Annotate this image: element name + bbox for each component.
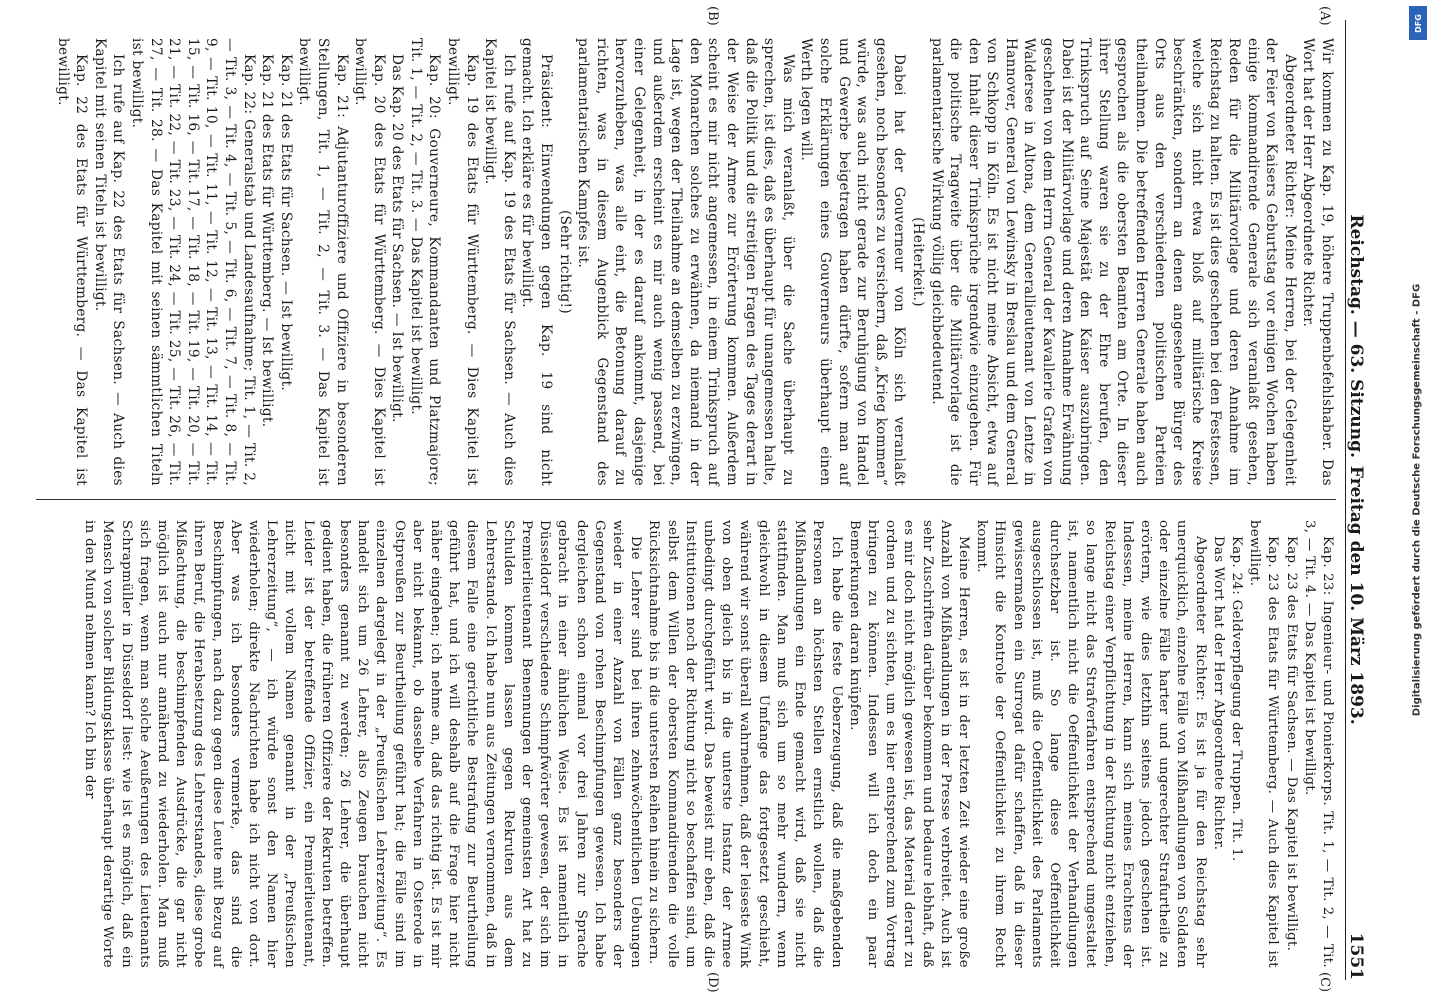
- paragraph: Kap. 23: Ingenieur- und Pionierkorps. Tit. 1, — Tit. 2, — Tit. 3, — Tit. 4. — Das Kapitel ist bewilligt.: [1301, 520, 1335, 968]
- paragraph: Kap. 22: Generalstab und Landesaufnahme; Tit. 1, — Tit. 2, — Tit. 3, — Tit. 4, — Tit. 5, — Tit. 6, — Tit. 7, — Tit. 8, — Tit. 9, — Tit. 10, — Tit. 11, — Tit. 12, — Tit. 13, — Tit. 14, — Tit. 15, — Tit. 16, — Tit. 17, — Tit. 18, — Tit. 19, — Tit. 20, — Tit. 21, — Tit. 22, — Tit. 23, — Tit. 24, — Tit. 25, — Tit. 26, — Tit. 27, — Tit. 28. — Das Kapitel mit seinen sämmtlichen Titeln ist bewilligt.: [129, 38, 257, 486]
- paragraph: Meine Herren, es ist in der letzten Zeit wieder eine große Anzahl von Mißhandlungen in der Presse verbreitet. Auch ist sehr Zuschriften darüber bekommen und bedaure lebhaft, daß es mir doch nicht möglich gewesen ist, das Material derart zu ordnen und zu sichten, um es hier entsprechend zum Vortrag bringen zu können. Indessen will ich doch ein paar Bemerkungen daran knüpfen.: [846, 520, 971, 968]
- paragraph: Kap. 19 des Etats für Württemberg. — Dies Kapitel ist bewilligt.: [445, 38, 480, 486]
- margin-mark-c: (C): [1317, 972, 1332, 993]
- paragraph: Wir kommen zu Kap. 19, höhere Truppenbefehlshaber. Das Wort hat der Herr Abgeordnete Richter.: [1300, 38, 1335, 486]
- header-session: Reichstag. — 63. Sitzung.: [1346, 214, 1366, 458]
- header-date: Freitag den 10. März 1893.: [1346, 465, 1366, 725]
- paragraph: Ich rufe auf Kap. 22 des Etats für Sachsen. — Auch dies Kapitel mit seinen Titeln ist bewilligt.: [91, 38, 127, 486]
- margin-mark-b: (B): [705, 6, 720, 26]
- left-column: [53, 38, 1336, 486]
- column-divider: [36, 499, 1336, 500]
- margin-mark-a: (A): [1317, 6, 1332, 26]
- paragraph: Ich rufe auf Kap. 19 des Etats für Sachsen. — Auch dies Kapitel ist bewilligt.: [482, 38, 517, 486]
- paragraph: Was mich veranlaßt, über die Sache überhaupt zu sprechen, ist dies, daß es überhaupt für unangemessen halte, daß die Politik und die streitigen Fragen des Tages derart in der Weise der Armee zur Erörterung kommen. Außerdem scheint es mir nicht angemessen, in einem Trinkspruch auf den Monarchen solches zu erwähnen, da niemand in der Lage ist, wegen der Theilnahme an demselben zu erzwingen, und außerdem erscheint es mir auch wenig passend, bei einer Gelegenheit, in der es darauf ankommt, dasjenige hervorzuheben, was alle eint, die Betonung darauf zu richten, was in diesem Augenblick Gegenstand des parlamentarischen Kampfes ist.: [575, 38, 796, 486]
- paragraph: Kap. 20 des Etats für Württemberg. — Dies Kapitel ist bewilligt.: [352, 38, 387, 486]
- paragraph: Das Kap. 20 des Etats für Sachsen. — Ist bewilligt.: [389, 54, 406, 423]
- digitization-credit: [1404, 0, 1430, 1000]
- paragraph: Abgeordneter Richter: Es ist ja für den Reichstag sehr unerquicklich, einzelne Fälle von Mißhandlungen von Soldaten oder einzelne Fälle harter und ungerechter Strafurtheile zu erörtern, wie dies letzthin seitens jedoch geschehen ist. Indessen, meine Herren, kann sich meines Erachtens der Reichstag einer Verpflichtung in der Richtung nicht entziehen, so lange nicht das Strafverfahren entsprechend umgestaltet ist, namentlich nicht die Oeffentlichkeit der Verhandlungen durchsetzbar ist. So lange diese Oeffentlichkeit ausgeschlossen ist, muß die Oeffentlichkeit des Parlaments gewissermaßen ein Surrogat dafür schaffen, daß in dieser Hinsicht die Kontrole der Oeffentlichkeit zu ihrem Recht kommt.: [974, 520, 1208, 968]
- paragraph: Kap. 21 des Etats für Sachsen. — Ist bewilligt.: [277, 54, 294, 392]
- paragraph: Ich habe die feste Ueberzeugung, daß die maßgebenden Personen an höchsten Stellen ernstlich wollen, daß die Mißhandlungen ein Ende gemacht wird, daß sie nicht stattfinden. Man muß sich um so mehr wundern, wenn gleichwohl in diesem Umfange das fortgesetzt geschieht, während wir sonst überall wahrnehmen, daß der leiseste Wink von oben gleich bis in die unterste Instanz der Armee unbedingt durchgeführt wird. Das beweist mir eben, daß die Institutionen noch der Richtung nicht so beschaffen sind, um selbst dem Willen der obersten Kommandirenden die volle Rücksichtnahme bis in die untersten Reihen hinein zu sichern.: [646, 520, 844, 968]
- margin-mark-d: (D): [705, 972, 720, 993]
- right-column: [80, 520, 1336, 968]
- paragraph: Das Wort hat der Herr Abgeordnete Richter.: [1210, 536, 1226, 851]
- interjection: (Sehr richtig!): [556, 210, 573, 314]
- logo-text: DFG: [1413, 13, 1423, 33]
- paragraph: Kap. 20: Gouverneure, Kommandanten und Platzmajore; Tit. 1, — Tit. 2, — Tit. 3. — Das Kapitel ist bewilligt.: [407, 38, 443, 486]
- paragraph: Kap. 22 des Etats für Württemberg. — Das Kapitel ist bewilligt.: [54, 38, 90, 486]
- page-header: [1345, 20, 1372, 980]
- paragraph: Kap. 23 des Etats für Sachsen. — Das Kapitel ist bewilligt.: [1283, 536, 1299, 952]
- paragraph: Kap. 21: Adjutanturoffiziere und Offiziere in besonderen Stellungen, Tit. 1, — Tit. 2, — Tit. 3. — Das Kapitel ist bewilligt.: [296, 38, 350, 486]
- page-number: 1551: [1346, 932, 1366, 980]
- interjection: (Heiterkeit.): [909, 217, 926, 307]
- paragraph: Kap. 23 des Etats für Württemberg. — Auch dies Kapitel ist bewilligt.: [1247, 520, 1281, 968]
- paragraph: Präsident: Einwendungen gegen Kap. 19 sind nicht gemacht. Ich erkläre es für bewilligt.: [519, 38, 555, 486]
- paragraph: Kap. 24: Geldverpflegung der Truppen. Tit. 1.: [1228, 536, 1244, 862]
- paragraph: Dabei hat der Gouverneur von Köln sich veranlaßt gesehen, noch besonders zu versichern, daß „Krieg kommen“ würde, was auch nicht gerade zur Beruhigung von Handel und Gewerbe beigetragen haben dürfte, sofern man auf solche Erklärungen eines Gouverneurs überhaupt einen Werth legen will.: [798, 38, 908, 486]
- paragraph: Abgeordneter Richter: Meine Herren, bei der Gelegenheit der Feier von Kaisers Geburtstag vor einigen Wochen haben einige kommandirende Generale sich veranlaßt gesehen, Reden für die Militärvorlage und deren Annahme im Reichstag zu halten. Es ist dies geschehen bei den Festessen, welche sich nicht etwa bloß auf militärische Kreise beschränkten, sondern an denen angesehene Bürger des Orts aus den verschiedenen politischen Parteien theilnahmen. Die betreffenden Herren Generale haben auch gesprochen als die obersten Beamten am Orte. In dieser ihrer Stellung waren sie zu der Ehre berufen, den Trinkspruch auf Seine Majestät den Kaiser auszubringen. Dabei ist der Militärvorlage und deren Annahme Erwähnung geschehen von dem Herrn General der Kavallerie Grafen von Waldersee in Altona, dem Generallieutenant von Lentze in Hannover, General von Lewinsky in Breslau und dem General von Schkopp in Köln. Es ist nicht meine Absicht, etwa auf den Inhalt dieser Trinksprüche irgendwie einzugehen. Für die politische Tragweite über die Militärvorlage ist die parlamentarische Wirkung völlig gleichbedeutend.: [928, 38, 1298, 486]
- paragraph: Kap. 21 des Etats für Württemberg. — Ist bewilligt.: [259, 54, 276, 428]
- dfg-logo: [1409, 6, 1427, 40]
- credit-text: Digitalisierung gefördert durch die Deutsche Forschungsgemeinschaft - DFG: [1411, 283, 1423, 717]
- paragraph: Die Lehrer sind bei ihren zehnwöchentlichen Uebungen wieder in einer Anzahl von Fällen ganz besonders der Gegenstand von rohen Beschimpfungen gewesen. Ich habe dergleichen schon einmal vor drei Jahren zur Sprache gebracht in einer ähnlichen Weise. Es ist namentlich in Düsseldorf verschiedene Schimpfwörter gewesen, der sich im Premierlieutenant Benennungen der gemeinsten Art hat zu Schulden kommen lassen gegen Rekruten aus dem Lehrerstande. Ich habe nun aus Zeitungen vernommen, daß in diesem Falle eine gerichtliche Bestrafung zur Beurtheilung geführt hat, und ich will deshalb auf die Frage hier nicht näher eingehen; ich nehme an, daß das richtig ist. Es ist mir aber nicht bekannt, ob dasselbe Verfahren in Osterode in Ostpreußen zur Beurtheilung geführt hat; die Fälle sind im einzelnen dargelegt in der „Preußischen Lehrerzeitung“. Es handelt sich um 26 Lehrer, also Zeugen brauchen nicht besonders genannt zu werden; 26 Lehrer, die überhaupt gedient haben, die früheren Offiziere der Rekruten betreffen. Leider ist der betreffende Offizier, ein Premierlieutenant, nicht mit vollem Namen genannt in der „Preußischen Lehrerzeitung“, — ich würde sonst den Namen hier wiederholen; direkte Nachrichten habe ich nicht von dort. Aber was ich besonders vermerke, das sind die Beschimpfungen, nach dazu gegen diese Leute mit Bezug auf ihren Beruf, die Herabsetzung des Lehrerstandes, diese grobe Mißachtung, die beschimpfenden Ausdrücke, die gar nicht möglich ist auch nur annähernd zu wiederholen. Man muß sich fragen, wenn man solche Aeußerungen des Lieutenants Schrapmüller in Düsseldorf liest: wie ist es möglich, daß ein Mensch von solcher Bildungsklasse überhaupt derartige Worte in den Mund nehmen kann? Ich bin der: [82, 520, 644, 968]
